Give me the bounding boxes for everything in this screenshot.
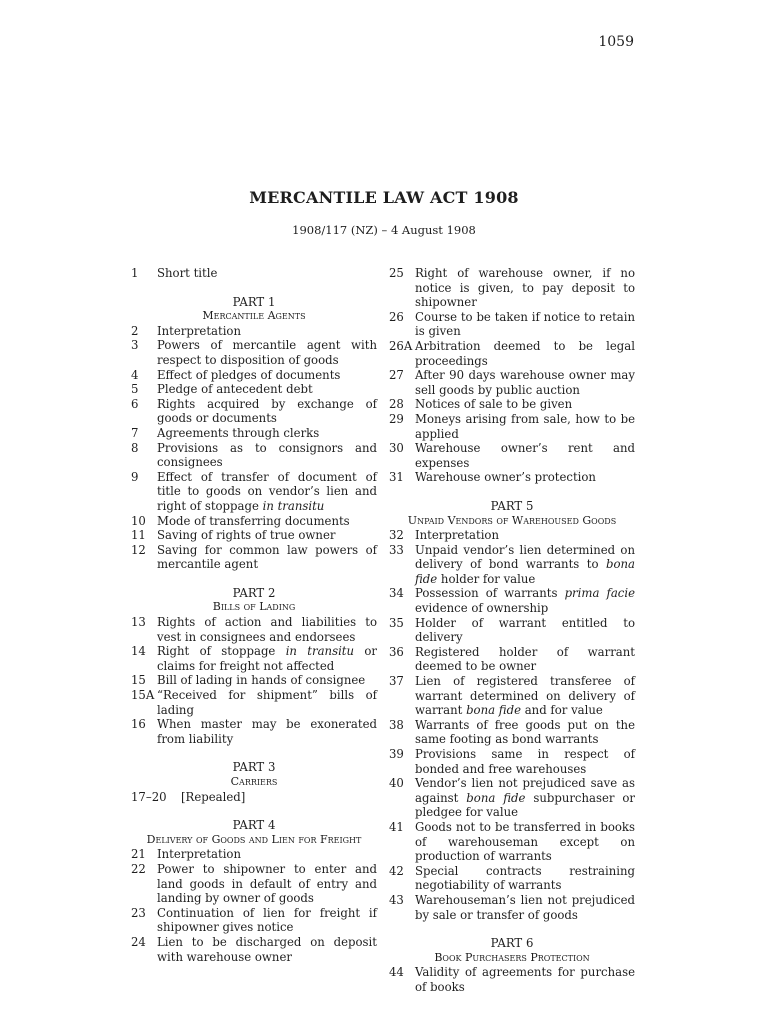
section-title: Right of warehouse owner, if no notice is given, to pay deposit to shipowner (415, 266, 635, 310)
section-entry (389, 528, 635, 543)
section-title: Validity of agreements for purchase of books (415, 965, 635, 994)
section-entry (131, 528, 377, 543)
section-entry (131, 441, 377, 470)
section-entry (389, 339, 635, 368)
section-number: 14 (131, 644, 146, 659)
section-number: 41 (389, 819, 404, 834)
section-number: 1 (131, 266, 139, 280)
section-number: 16 (131, 717, 146, 732)
section-number: 37 (389, 674, 404, 689)
section-entry (389, 718, 635, 747)
section-number: 8 (131, 440, 139, 455)
section-title: Vendor’s lien not prejudiced save as against bona fide subpurchaser or pledgee for value (415, 776, 636, 820)
section-number: 13 (131, 615, 146, 630)
part-heading: PART 6 (490, 936, 534, 951)
section-title: Saving of rights of true owner (157, 528, 336, 543)
section-title: When master may be exonerated from liability (157, 717, 377, 746)
section-number: 12 (131, 542, 146, 557)
section-entry (389, 310, 635, 339)
section-entry (131, 862, 377, 906)
section-title: Powers of mercantile agent with respect to disposition of goods (157, 338, 377, 367)
section-title: Effect of transfer of document of title to goods on vendor’s lien and right of stoppage in transitu (157, 469, 377, 513)
section-title: Warehouseman’s lien not prejudiced by sale or transfer of goods (415, 892, 635, 922)
section-entry (389, 470, 635, 485)
section-entry (131, 717, 377, 746)
section-number: 33 (389, 542, 404, 557)
section-entry (389, 674, 635, 718)
section-entry (131, 790, 377, 805)
section-number: 32 (389, 528, 404, 543)
section-entry (389, 965, 635, 994)
act-citation: 1908/117 (NZ) – 4 August 1908 (292, 223, 476, 237)
section-number: 39 (389, 747, 404, 761)
contents-right-column (389, 266, 635, 995)
section-number: 25 (389, 266, 404, 280)
part-subheading: Bills of Lading (212, 600, 296, 614)
section-number: 17–20 (131, 789, 167, 804)
part-subheading: Book Purchasers Protection (434, 950, 590, 964)
part-heading: PART 1 (232, 294, 276, 309)
section-title: Pledge of antecedent debt (157, 382, 313, 397)
section-title: Mode of transferring documents (157, 513, 350, 528)
section-number: 22 (131, 861, 146, 876)
section-entry (389, 893, 635, 922)
section-entry (389, 412, 635, 441)
section-entry (389, 820, 635, 864)
section-number: 11 (131, 528, 146, 543)
part-subheading: Delivery of Goods and Lien for Freight (146, 832, 362, 846)
section-title: Continuation of lien for freight if shipowner gives notice (157, 905, 377, 935)
section-entry (131, 514, 377, 529)
part-subheading: Carriers (230, 775, 278, 788)
section-number: 24 (131, 934, 146, 949)
section-number: 40 (389, 776, 404, 791)
part-heading: PART 4 (232, 818, 276, 833)
section-title: [Repealed] (181, 789, 246, 804)
section-number: 15A (131, 688, 155, 703)
section-number: 38 (389, 717, 404, 732)
part-heading: PART 2 (232, 585, 276, 600)
section-title: Provisions same in respect of bonded and free warehouses (415, 747, 635, 776)
section-entry (131, 470, 377, 514)
section-title: Warehouse owner’s rent and expenses (415, 441, 635, 470)
section-title: Effect of pledges of documents (157, 367, 341, 382)
section-title: “Received for shipment” bills of lading (157, 688, 377, 717)
section-title: Agreements through clerks (157, 425, 320, 440)
section-number: 43 (389, 892, 404, 907)
section-number: 2 (131, 323, 139, 338)
section-title: Special contracts restraining negotiability of warrants (415, 863, 635, 893)
section-title: Goods not to be transferred in books of warehouseman except on production of warrants (415, 819, 635, 864)
section-entry (131, 426, 377, 441)
section-title: Notices of sale to be given (415, 397, 573, 412)
section-title: Rights of action and liabilities to vest in consignees and endorsees (157, 615, 377, 644)
section-entry (131, 543, 377, 572)
section-entry (389, 397, 635, 412)
section-entry (131, 382, 377, 397)
section-number: 26A (389, 338, 413, 353)
section-number: 15 (131, 673, 146, 688)
section-entry (131, 615, 377, 644)
section-entry (131, 935, 377, 964)
section-title: Warrants of free goods put on the same footing as bond warrants (415, 717, 635, 747)
section-entry (389, 747, 635, 776)
section-title: Bill of lading in hands of consignee (157, 673, 366, 688)
section-entry (131, 688, 377, 717)
section-entry (131, 847, 377, 862)
section-number: 44 (389, 965, 404, 980)
section-title: Lien to be discharged on deposit with warehouse owner (157, 934, 377, 964)
section-title: Interpretation (415, 528, 499, 543)
section-number: 21 (131, 847, 146, 862)
section-entry (131, 338, 377, 367)
section-number: 5 (131, 382, 139, 397)
section-number: 35 (389, 615, 404, 630)
section-entry (389, 586, 635, 615)
section-entry (131, 673, 377, 688)
section-entry (389, 543, 635, 587)
section-title: Interpretation (157, 323, 241, 338)
contents-left-column (131, 266, 377, 964)
section-number: 34 (389, 586, 404, 601)
section-title: Lien of registered transferee of warrant determined on delivery of warrant bona fide and for value (415, 674, 635, 718)
part-subheading: Mercantile Agents (202, 309, 306, 323)
act-title: MERCANTILE LAW ACT 1908 (249, 188, 519, 207)
section-entry (389, 776, 635, 820)
section-number: 30 (389, 441, 404, 456)
section-number: 31 (389, 470, 404, 485)
section-number: 36 (389, 644, 404, 659)
section-title: Power to shipowner to enter and land goods in default of entry and landing by owner of goods (157, 861, 377, 906)
section-title: Saving for common law powers of mercantile agent (157, 542, 377, 572)
part-heading: PART 3 (232, 760, 276, 775)
section-title: Holder of warrant entitled to delivery (415, 615, 635, 645)
section-title: Rights acquired by exchange of goods or documents (157, 396, 377, 426)
section-title: Arbitration deemed to be legal proceedings (415, 338, 635, 368)
section-entry (131, 266, 377, 281)
section-entry (389, 368, 635, 397)
section-entry (389, 441, 635, 470)
section-number: 29 (389, 411, 404, 426)
page-number: 1059 (598, 34, 634, 50)
section-title: After 90 days warehouse owner may sell goods by public auction (415, 368, 635, 397)
section-entry (389, 266, 635, 310)
section-title: Interpretation (157, 847, 241, 862)
section-title: Course to be taken if notice to retain is given (415, 309, 635, 339)
section-number: 3 (131, 338, 139, 353)
section-entry (389, 864, 635, 893)
section-number: 6 (131, 396, 139, 411)
section-number: 42 (389, 863, 404, 878)
section-number: 23 (131, 905, 146, 920)
section-number: 10 (131, 513, 146, 528)
part-subheading: Unpaid Vendors of Warehoused Goods (407, 513, 617, 527)
section-title: Moneys arising from sale, how to be applied (415, 411, 635, 441)
section-number: 28 (389, 397, 404, 412)
section-title: Registered holder of warrant deemed to be owner (415, 644, 635, 674)
section-title: Provisions as to consignors and consignees (157, 440, 377, 470)
section-title: Right of stoppage in transitu or claims for freight not affected (157, 644, 377, 673)
section-entry (131, 368, 377, 383)
section-entry (131, 397, 377, 426)
section-title: Possession of warrants prima facie evidence of ownership (415, 586, 635, 616)
section-number: 7 (131, 425, 139, 440)
section-entry (131, 906, 377, 935)
section-number: 26 (389, 309, 404, 324)
section-entry (131, 644, 377, 673)
section-title: Unpaid vendor’s lien determined on delivery of bond warrants to bona fide holder for value (415, 542, 635, 586)
section-number: 27 (389, 368, 404, 383)
section-title: Short title (157, 266, 218, 280)
section-entry (389, 645, 635, 674)
section-entry (389, 616, 635, 645)
section-number: 9 (131, 469, 139, 484)
section-title: Warehouse owner’s protection (415, 470, 596, 485)
section-entry (131, 324, 377, 339)
part-heading: PART 5 (490, 498, 534, 513)
section-number: 4 (131, 367, 139, 382)
